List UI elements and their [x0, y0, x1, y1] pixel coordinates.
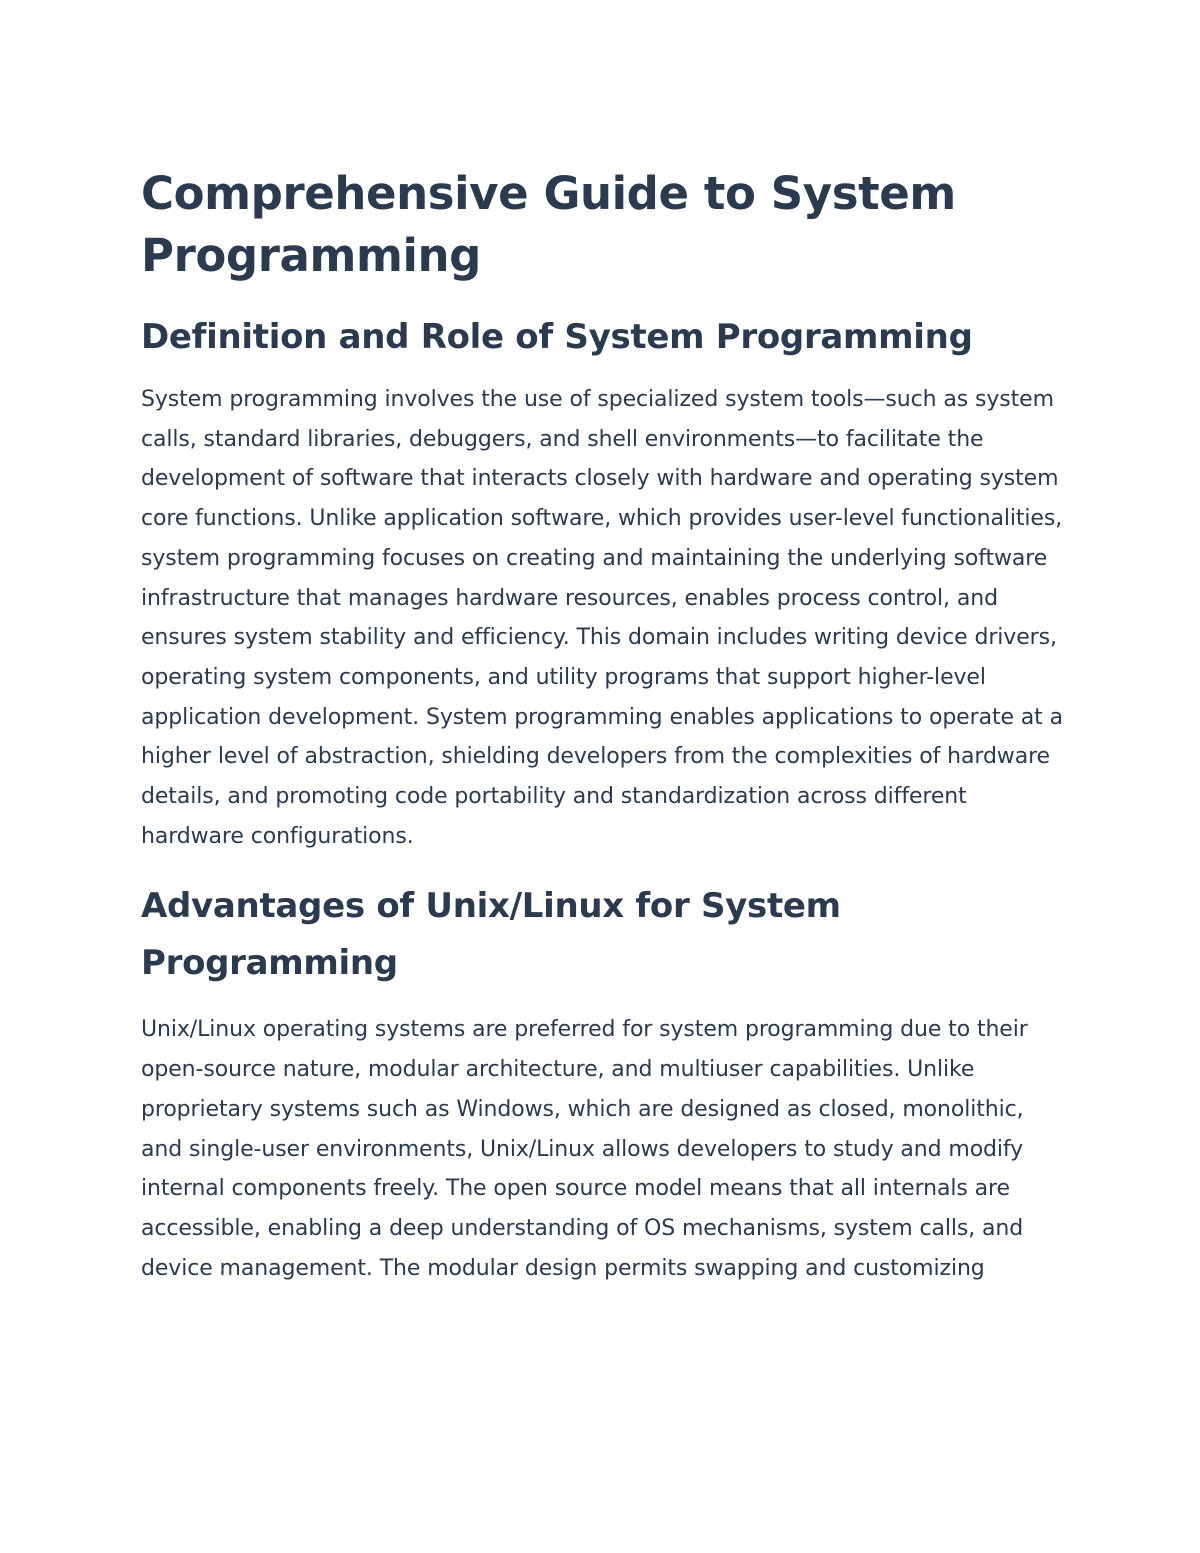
document-content [141, 163, 1071, 1288]
section-heading-advantages: Advantages of Unix/Linux for System Programming [141, 886, 841, 984]
document-title: Comprehensive Guide to System Programming [141, 167, 956, 282]
section-body-advantages: Unix/Linux operating systems are preferred for system programming due to their open-source nature, modular architecture, and multiuser capabilities. Unlike proprietary systems such as Windows, which are designed as closed, monolithic, and single-user environments, Unix/Linux allows developers to study and modify internal components freely. The open source model means that all internals are accessible, enabling a deep understanding of OS mechanisms, system calls, and device management. The modular design permits swapping and customizing [141, 1017, 1028, 1281]
section-heading-definition: Definition and Role of System Programming [141, 317, 973, 357]
section-body-definition: System programming involves the use of specialized system tools—such as system calls, standard libraries, debuggers, and shell environments—to facilitate the development of software that interacts closely with hardware and operating system core functions. Unlike application software, which provides user-level functionalities, system programming focuses on creating and maintaining the underlying software infrastructure that manages hardware resources, enables process control, and ensures system stability and efficiency. This domain includes writing device drivers, operating system components, and utility programs that support higher-level application development. System programming enables applications to operate at a higher level of abstraction, shielding developers from the complexities of hardware details, and promoting code portability and standardization across different hardware configurations. [141, 387, 1063, 849]
